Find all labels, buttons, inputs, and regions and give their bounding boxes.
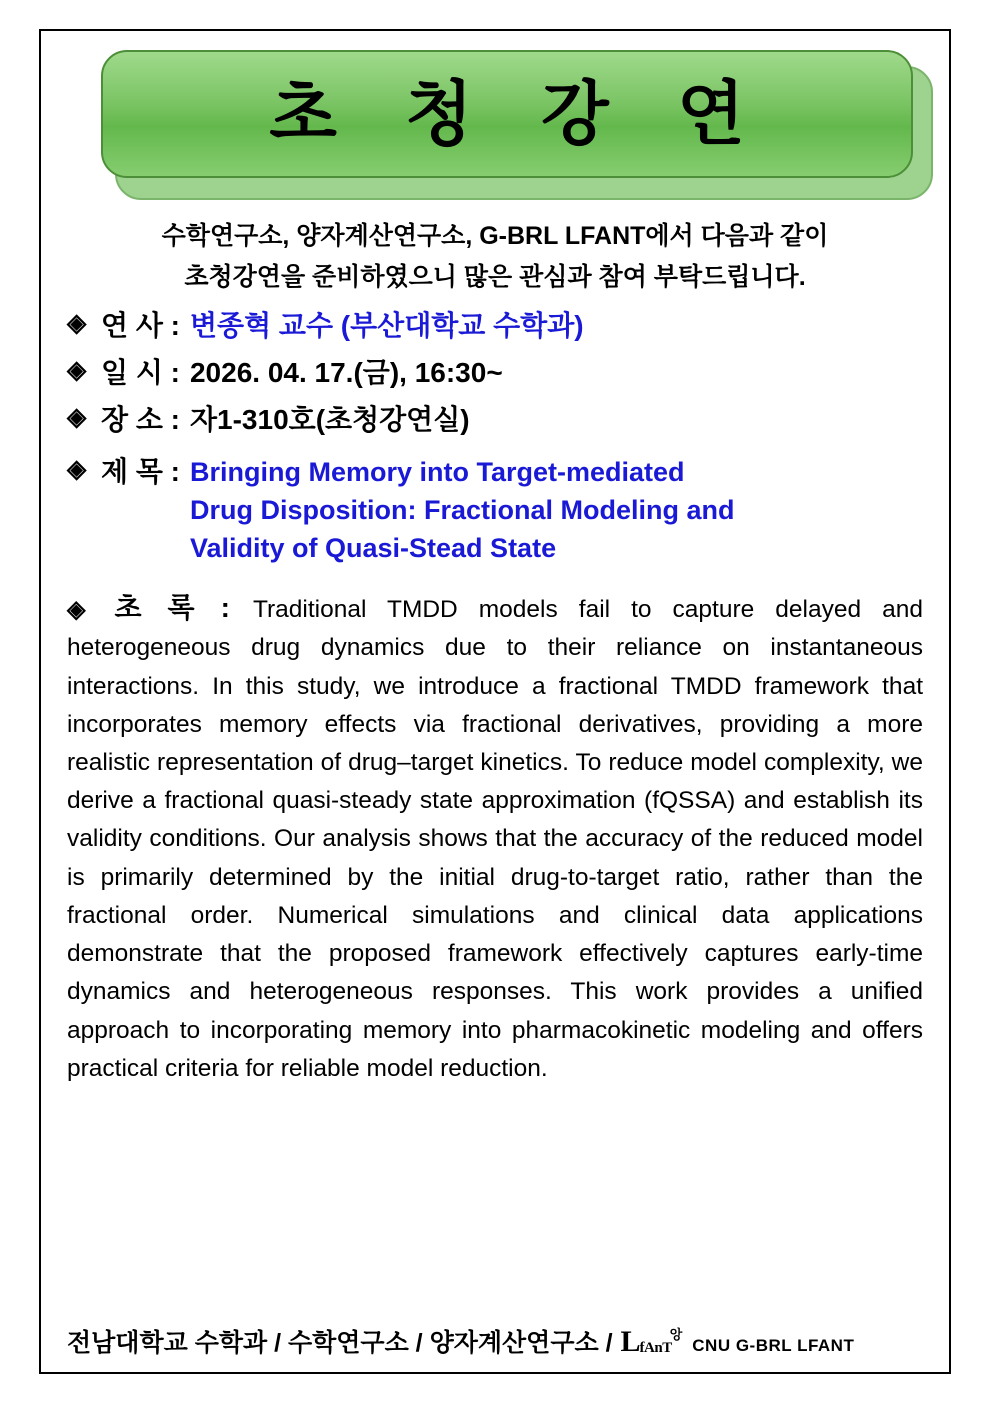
logo-main-letter: L [620, 1325, 640, 1358]
diamond-icon: ◈ [67, 595, 86, 623]
info-row-talk-title [67, 453, 923, 568]
speaker-value: 변종혁 교수 (부산대학교 수학과) [189, 310, 584, 341]
venue-label: 장 소 : [101, 404, 180, 436]
diamond-icon: ◈ [67, 309, 87, 337]
poster [39, 29, 951, 1374]
logo-sub-letters: fAnT [639, 1339, 672, 1356]
abstract-text: Traditional TMDD models fail to capture delayed and heterogeneous drug dynamics due to their reliance on instantaneous interactions. In this study, we introduce a fractional TMDD framework that incorporates memory effects via fractional derivatives, providing a more realistic representation of drug–target kinetics. To reduce model complexity, we derive a fractional quasi-steady state approximation (fQSSA) and establish its validity conditions. Our analysis shows that the accuracy of the reduced model is primarily determined by the initial drug-to-target ratio, rather than the fractional order. Numerical simulations and clinical data applications demonstrate that the proposed framework effectively captures early-time dynamics and heterogeneous responses. This work provides a unified approach to incorporating memory into pharmacokinetic modeling and offers practical criteria for reliable model reduction. [67, 595, 924, 1082]
footer [67, 1323, 923, 1359]
talk-title-label: 제 목 : [101, 455, 180, 487]
venue-value: 자1-310호(초청강연실) [189, 404, 470, 436]
logo-mark: 앙 [669, 1327, 683, 1343]
talk-title-line-2: Drug Disposition: Fractional Modeling and [189, 495, 735, 526]
speaker-label: 연 사 : [101, 310, 180, 341]
lfant-logo [620, 1325, 685, 1358]
footer-organizations: 전남대학교 수학과 / 수학연구소 / 양자계산연구소 / [67, 1329, 613, 1357]
talk-title-line-3: Validity of Quasi-Stead State [189, 533, 557, 564]
info-row-datetime [67, 354, 923, 391]
talk-title-value [190, 453, 735, 568]
datetime-label: 일 시 : [101, 357, 180, 389]
datetime-value: 2026. 04. 17.(금), 16:30~ [189, 357, 503, 389]
abstract-label: 초 록 : [114, 591, 232, 623]
abstract-block [67, 586, 923, 1088]
footer-logo-caption: CNU G-BRL LFANT [692, 1336, 855, 1355]
poster-inner [41, 48, 949, 1389]
diamond-icon: ◈ [67, 356, 87, 385]
page-title: 초 청 강 연 [269, 73, 767, 155]
info-row-venue [67, 401, 923, 438]
talk-title-line-1: Bringing Memory into Target-mediated [189, 456, 685, 487]
diamond-icon: ◈ [67, 454, 87, 483]
diamond-icon: ◈ [67, 403, 87, 432]
banner-box [101, 50, 913, 178]
intro-line-1: 수학연구소, 양자계산연구소, G-BRL LFANT에서 다음과 같이 [161, 222, 829, 250]
title-banner [67, 48, 923, 200]
intro-paragraph [67, 216, 923, 297]
intro-line-2: 초청강연을 준비하였으니 많은 관심과 참여 부탁드립니다. [184, 262, 806, 291]
info-row-speaker [67, 307, 923, 344]
